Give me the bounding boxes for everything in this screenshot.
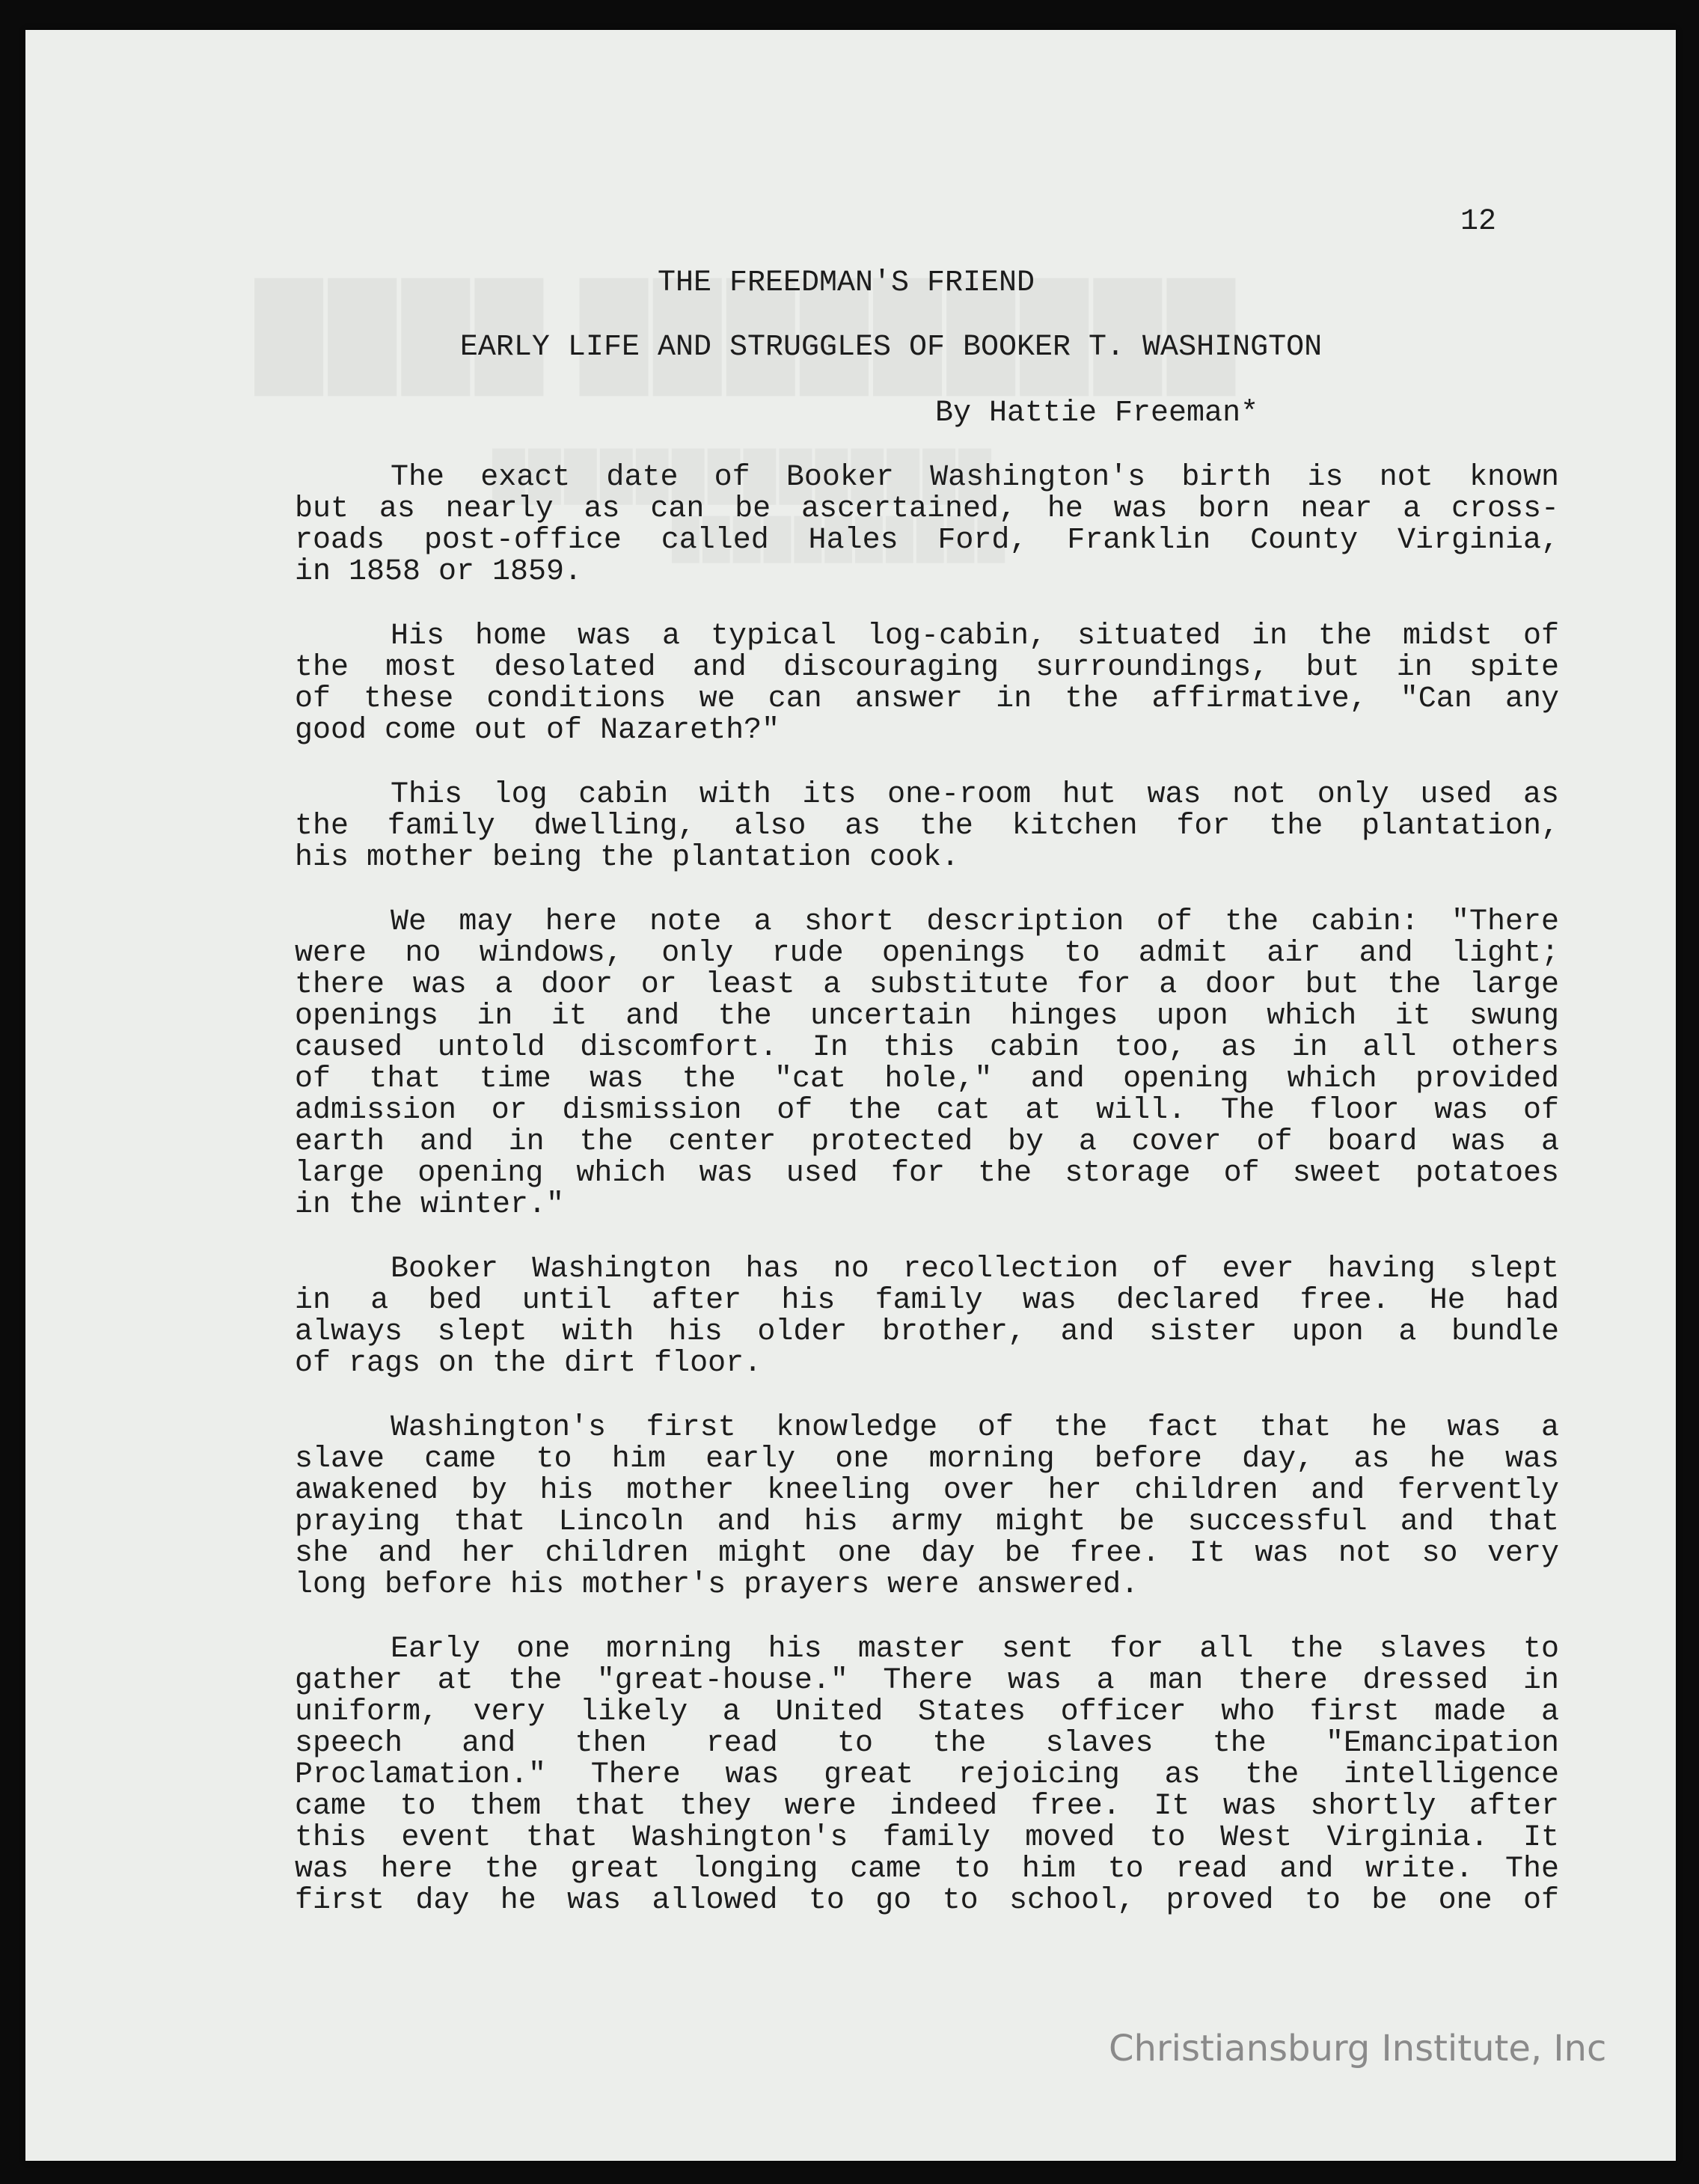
text-line: Booker Washington has no recollection of ever having slept	[391, 1252, 1559, 1286]
text-line: first day he was allowed to go to school, proved to be one of	[295, 1884, 1559, 1918]
text-line: of these conditions we can answer in the affirmative, "Can any	[295, 682, 1559, 716]
text-line: of rags on the dirt floor.	[295, 1347, 762, 1380]
text-line: uniform, very likely a United States officer who first made a	[295, 1695, 1559, 1729]
text-line: there was a door or least a substitute for a door but the large	[295, 968, 1559, 1002]
text-line: of that time was the "cat hole," and opening which provided	[295, 1062, 1559, 1096]
paragraph	[295, 780, 1559, 874]
text-line: but as nearly as can be ascertained, he was born near a cross-	[295, 492, 1559, 526]
text-line: We may here note a short description of the cabin: "There	[391, 905, 1559, 939]
text-line: long before his mother's prayers were answered.	[295, 1568, 1139, 1602]
text-line: The exact date of Booker Washington's birth is not known	[391, 461, 1559, 495]
text-line: slave came to him early one morning before day, as he was	[295, 1443, 1559, 1476]
text-line: caused untold discomfort. In this cabin too, as in all others	[295, 1031, 1559, 1065]
paragraph	[295, 1634, 1559, 1917]
text-line: Early one morning his master sent for all the slaves to	[391, 1633, 1559, 1666]
archive-watermark: Christiansburg Institute, Inc	[1109, 2028, 1607, 2070]
text-line: she and her children might one day be free. It was not so very	[295, 1537, 1559, 1570]
text-line: always slept with his older brother, and sister upon a bundle	[295, 1315, 1559, 1349]
text-line: His home was a typical log-cabin, situated in the midst of	[391, 620, 1559, 653]
paragraph	[295, 1413, 1559, 1601]
text-line: earth and in the center protected by a cover of board was a	[295, 1125, 1559, 1159]
document-title: THE FREEDMAN'S FRIEND	[657, 266, 1035, 300]
text-line: Washington's first knowledge of the fact that he was a	[391, 1411, 1559, 1445]
page-number: 12	[1460, 205, 1497, 239]
text-line: this event that Washington's family moved to West Virginia. It	[295, 1821, 1559, 1855]
text-line: large opening which was used for the storage of sweet potatoes	[295, 1157, 1559, 1190]
text-line: in a bed until after his family was declared free. He had	[295, 1284, 1559, 1318]
text-line: speech and then read to the slaves the "Emancipation	[295, 1727, 1559, 1761]
text-line: praying that Lincoln and his army might be successful and that	[295, 1505, 1559, 1539]
author-byline: By Hattie Freeman*	[935, 397, 1259, 430]
document-subtitle: EARLY LIFE AND STRUGGLES OF BOOKER T. WASHINGTON	[459, 331, 1323, 364]
text-line: gather at the "great-house." There was a man there dressed in	[295, 1664, 1559, 1698]
paragraph	[295, 1254, 1559, 1380]
text-line: the most desolated and discouraging surroundings, but in spite	[295, 651, 1559, 685]
text-line: the family dwelling, also as the kitchen for the plantation,	[295, 810, 1559, 843]
paper-sheet	[25, 30, 1676, 2161]
paragraph	[295, 462, 1559, 588]
text-line: came to them that they were indeed free. It was shortly after	[295, 1790, 1559, 1823]
paragraph	[295, 907, 1559, 1221]
text-line: Proclamation." There was great rejoicing as the intelligence	[295, 1758, 1559, 1792]
text-line: admission or dismission of the cat at will. The floor was of	[295, 1094, 1559, 1128]
paragraph	[295, 621, 1559, 747]
text-line: in the winter."	[295, 1188, 565, 1222]
text-line: his mother being the plantation cook.	[295, 841, 960, 875]
text-line: awakened by his mother kneeling over her children and fervently	[295, 1474, 1559, 1508]
text-line: were no windows, only rude openings to admit air and light;	[295, 937, 1559, 970]
text-line: was here the great longing came to him to read and write. The	[295, 1853, 1559, 1886]
text-line: This log cabin with its one-room hut was not only used as	[391, 778, 1559, 812]
text-line: good come out of Nazareth?"	[295, 714, 780, 747]
body-text	[295, 462, 1559, 1950]
text-line: roads post-office called Hales Ford, Franklin County Virginia,	[295, 524, 1559, 557]
text-line: in 1858 or 1859.	[295, 555, 583, 589]
text-line: openings in it and the uncertain hinges upon which it swung	[295, 1000, 1559, 1033]
